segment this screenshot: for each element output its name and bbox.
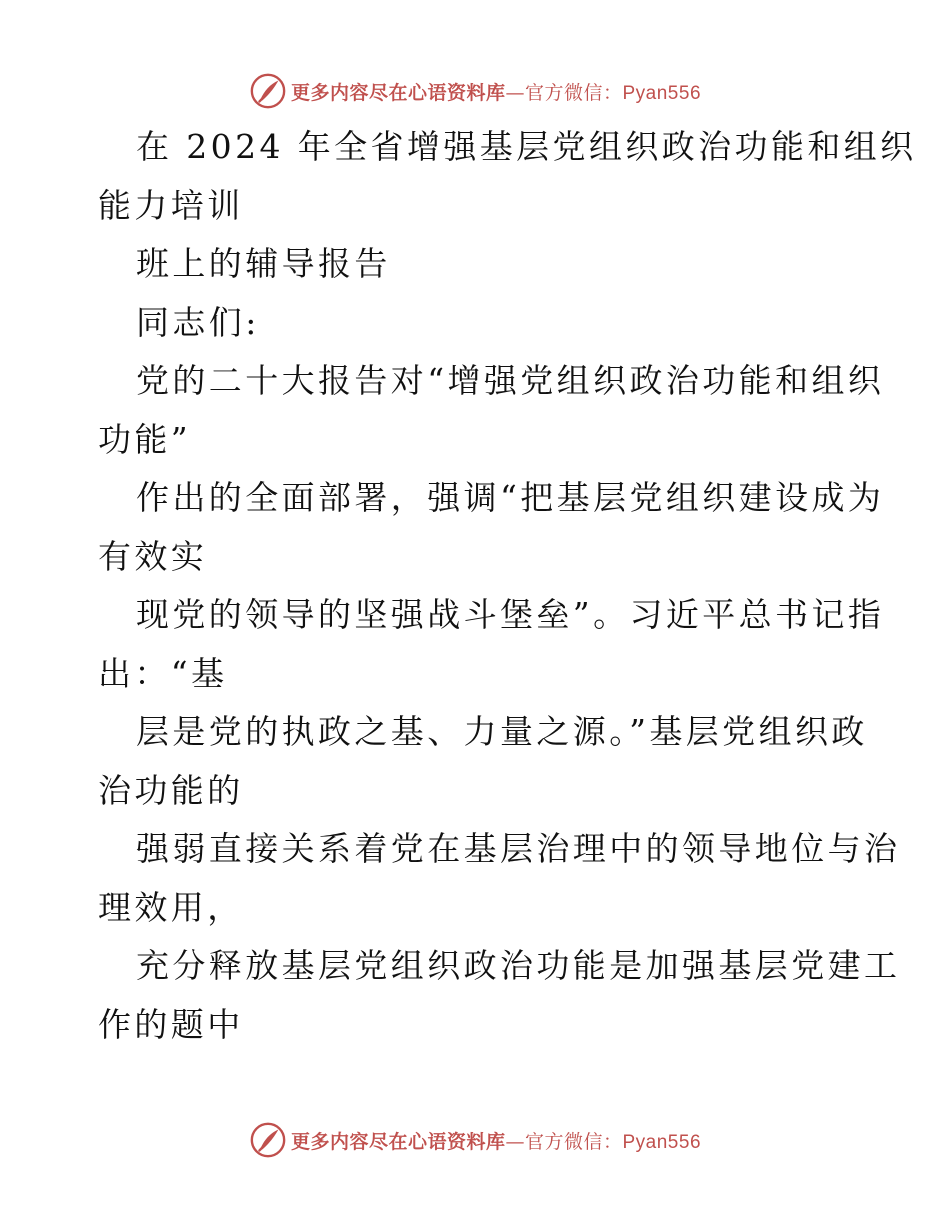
body-line: 作出的全面部署，强调“把基层党组织建设成为 <box>136 478 885 517</box>
body-line: 能力培训 <box>98 185 244 225</box>
body-line: 作的题中 <box>98 1004 244 1044</box>
body-line: 有效实 <box>98 536 208 576</box>
watermark-brand: 更多内容尽在心语资料库 <box>290 1130 506 1153</box>
body-line: 同志们: <box>136 302 260 342</box>
quill-pen-logo-icon <box>249 72 287 110</box>
body-line: 治功能的 <box>98 770 244 810</box>
document-body <box>98 118 917 1054</box>
body-line: 在 2024 年全省增强基层党组织政治功能和组织 <box>136 127 917 166</box>
body-line: 强弱直接关系着党在基层治理中的领导地位与治 <box>136 829 901 868</box>
body-line: 层是党的执政之基、力量之源。”基层党组织政 <box>136 712 868 751</box>
header-watermark <box>0 71 950 111</box>
body-line: 理效用， <box>98 887 244 927</box>
body-line: 党的二十大报告对“增强党组织政治功能和组织 <box>136 361 885 400</box>
body-line: 充分释放基层党组织政治功能是加强基层党建工 <box>136 946 901 985</box>
footer-watermark <box>0 1120 950 1160</box>
watermark-text <box>291 78 701 105</box>
body-line: 现党的领导的坚强战斗堡垒”。习近平总书记指 <box>136 595 885 634</box>
body-line: 出：“基 <box>98 653 228 693</box>
quill-pen-logo-icon <box>249 1121 287 1159</box>
body-line: 功能” <box>98 419 192 459</box>
body-line: 班上的辅导报告 <box>136 244 391 283</box>
watermark-wechat-label: —官方微信： <box>505 1130 623 1153</box>
watermark-wechat-label: —官方微信： <box>505 81 623 104</box>
watermark-text <box>291 1127 701 1154</box>
watermark-brand: 更多内容尽在心语资料库 <box>290 81 506 104</box>
watermark-wechat-id: Pyan556 <box>622 1131 702 1153</box>
watermark-wechat-id: Pyan556 <box>622 82 702 104</box>
